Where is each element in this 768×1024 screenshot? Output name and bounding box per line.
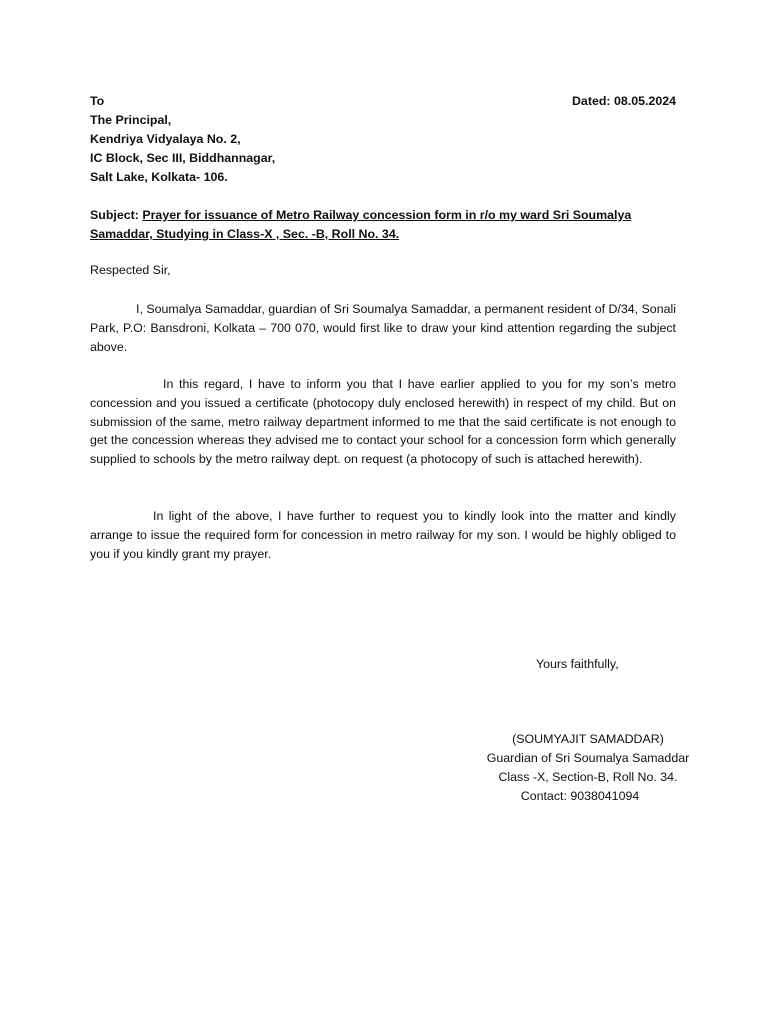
signatory-class-info: Class -X, Section-B, Roll No. 34. (498, 770, 678, 784)
signatory-role: Guardian of Sri Soumalya Samaddar (486, 751, 690, 765)
subject-label: Subject: (90, 208, 139, 222)
recipient-address-line-2: Salt Lake, Kolkata- 106. (90, 170, 228, 184)
body-paragraph-3: In light of the above, I have further to request you to kindly look into the matter and kindly arrange to issue the required form for concession in metro railway for my son. I would be highly obliged to you if you kindly grant my prayer. (90, 509, 676, 561)
body-paragraph-1: I, Soumalya Samaddar, guardian of Sri Soumalya Samaddar, a permanent resident of D/34, Sonali Park, P.O: Bansdroni, Kolkata – 700 070, would first like to draw your kind attention regarding the subject above. (90, 302, 676, 354)
signatory-contact: Contact: 9038041094 (520, 789, 640, 803)
recipient-title: The Principal, (90, 113, 172, 127)
to-label: To (90, 94, 105, 108)
body-paragraph-2: In this regard, I have to inform you that I have earlier applied to you for my son’s metro concession and you issued a certificate (photocopy duly enclosed herewith) in respect of my child. But on submission of the same, metro railway department informed to me that the said certificate is not enough to get the concession whereas they advised me to contact your school for a concession form which generally supplied to schools by the metro railway dept. on request (a photocopy of such is attached herewith). (90, 377, 676, 467)
letter-date: Dated: 08.05.2024 (571, 94, 676, 108)
subject-text: Prayer for issuance of Metro Railway concession form in r/o my ward Sri Soumalya Samaddar, Studying in Class-X , Sec. -B, Roll No. 34. (90, 208, 632, 241)
salutation: Respected Sir, (90, 263, 171, 277)
recipient-address-line-1: IC Block, Sec III, Biddhannagar, (90, 151, 276, 165)
signatory-name: (SOUMYAJIT SAMADDAR) (512, 732, 664, 746)
closing: Yours faithfully, (536, 657, 619, 671)
subject-line (90, 206, 686, 244)
recipient-school: Kendriya Vidyalaya No. 2, (90, 132, 241, 146)
